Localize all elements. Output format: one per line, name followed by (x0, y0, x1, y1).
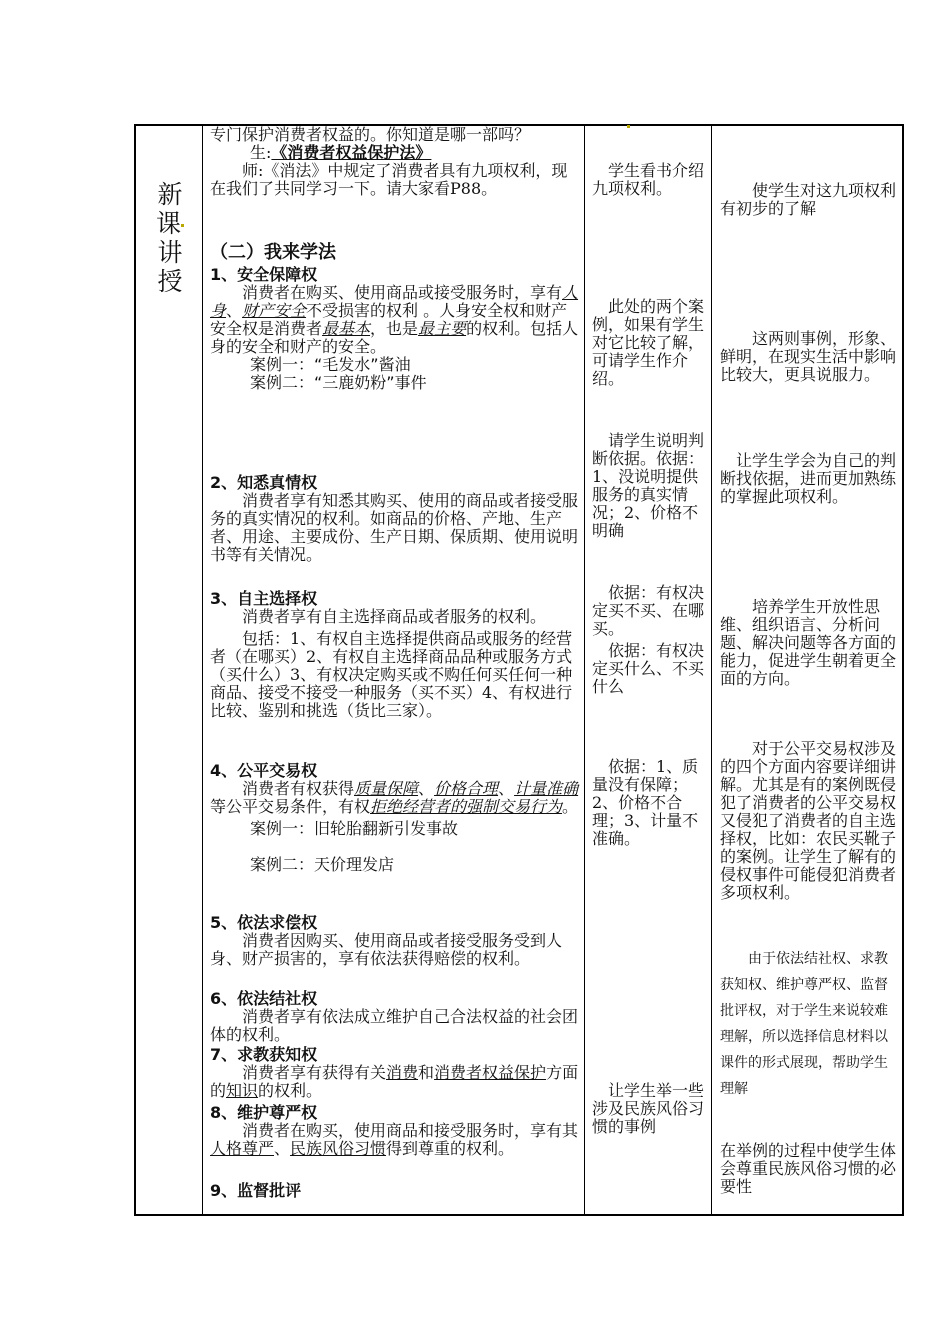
purpose-note: 在举例的过程中使学生体会尊重民族风俗习惯的必要性 (720, 1141, 897, 1196)
design-purpose (720, 126, 898, 1206)
stage-label (150, 180, 190, 296)
law-title: 《消费者权益保护法》 (271, 143, 432, 162)
right-title: 7、求教获知权 (210, 1045, 318, 1064)
right-title: 8、维护尊严权 (210, 1103, 318, 1122)
right-1 (210, 266, 582, 392)
right-body: 消费者享有获得有关消费和消费者权益保护方面的知识的权利。 (210, 1063, 579, 1100)
teacher-line: 师:《消法》中规定了消费者具有九项权利，现在我们了共同学习一下。请大家看P88。 (210, 161, 568, 198)
right-title: 5、依法求偿权 (210, 913, 318, 932)
column-divider (584, 124, 585, 1216)
right-5 (210, 914, 582, 968)
teaching-content (210, 126, 582, 1206)
right-body: 消费者在购买，使用商品和接受服务时，享有其人格尊严、民族风俗习惯得到尊重的权利。 (210, 1121, 579, 1158)
right-title: 3、自主选择权 (210, 589, 318, 608)
activity-note: 学生看书介绍九项权利。 (592, 161, 705, 198)
student-activity (592, 126, 704, 1206)
right-body: 消费者享有知悉其购买、使用的商品或者接受服务的真实情况的权利。如商品的价格、产地、生产者、用途、主要成份、生产日期、保质期、使用说明书等有关情况。 (210, 491, 579, 564)
purpose-note: 由于依法结社权、求教获知权、维护尊严权、监督批评权，对于学生来说较难理解，所以选择信息材料以课件的形式展现，帮助学生理解 (720, 951, 888, 1097)
stage-char: 新 (157, 180, 183, 209)
right-4 (210, 762, 582, 874)
right-title: 1、安全保障权 (210, 265, 318, 284)
activity-note: 让学生举一些涉及民族风俗习惯的事例 (592, 1081, 705, 1136)
purpose-note: 这两则事例，形象、鲜明，在现实生活中影响比较大，更具说服力。 (720, 329, 897, 384)
section-title: （二）我来学法 (210, 242, 336, 263)
case-1: 案例一：旧轮胎翻新引发事故 (250, 819, 459, 838)
purpose-note: 使学生对这九项权利有初步的了解 (720, 181, 897, 218)
activity-note: 依据：有权决定买不买、在哪买。 (592, 583, 705, 638)
student-answer: 生:《消费者权益保护法》 (250, 143, 432, 162)
right-3 (210, 590, 582, 720)
stage-char: 课 (150, 209, 190, 238)
stage-char: 讲 (157, 238, 183, 267)
purpose-note: 对于公平交易权涉及的四个方面内容要详细讲解。尤其是有的案例既侵犯了消费者的公平交易权又侵犯了消费者的自主选择权，比如：农民买靴子的案例。让学生了解有的侵权事件可能侵犯消费者多项权利。 (720, 739, 897, 902)
right-title: 4、公平交易权 (210, 761, 318, 780)
right-7 (210, 1046, 582, 1100)
purpose-note: 让学生学会为自己的判断找依据，进而更加熟练的掌握此项权利。 (720, 451, 897, 506)
column-divider (202, 124, 203, 1216)
right-title: 6、依法结社权 (210, 989, 318, 1008)
column-divider (711, 124, 712, 1216)
activity-note: 依据：有权决定买什么、不买什么 (592, 641, 705, 696)
case-2: 案例二：“三鹿奶粉”事件 (250, 373, 427, 392)
stage-char: 授 (157, 267, 183, 296)
activity-note: 请学生说明判断依据。依据：1、没说明提供服务的真实情况；2、价格不明确 (592, 431, 705, 540)
intro-block (210, 126, 582, 198)
activity-note: 此处的两个案例，如果有学生对它比较了解，可请学生作介绍。 (592, 297, 705, 388)
right-body: 消费者有权获得质量保障、价格合理、计量准确等公平交易条件，有权拒绝经营者的强制交易行为。 (210, 779, 579, 816)
right-2 (210, 474, 582, 564)
intro-question: 专门保护消费者权益的。你知道是哪一部吗？ (210, 125, 531, 144)
right-9 (210, 1182, 582, 1200)
case-1: 案例一：“毛发水”酱油 (250, 355, 411, 374)
purpose-note: 培养学生开放性思维、组织语言、分析问题、解决问题等各方面的能力，促进学生朝着更全面的方向。 (720, 597, 897, 688)
case-2: 案例二：天价理发店 (250, 855, 395, 874)
right-body: 消费者在购买、使用商品或接受服务时，享有人身、财产安全不受损害的权利 。人身安全权和财产安全权是消费者最基本，也是最主要的权利。包括人身的安全和财产的安全。 (210, 283, 579, 356)
right-8 (210, 1104, 582, 1158)
right-title: 9、监督批评 (210, 1181, 302, 1200)
activity-note: 依据：1、质量没有保障；2、价格不合理；3、计量不准确。 (592, 757, 699, 848)
right-body: 消费者因购买、使用商品或者接受服务受到人身、财产损害的，享有依法获得赔偿的权利。 (210, 931, 563, 968)
right-body: 消费者享有依法成立维护自己合法权益的社会团体的权利。 (210, 1007, 579, 1044)
right-detail: 包括：1、有权自主选择提供商品或服务的经营者（在哪买）2、有权自主选择商品品种或服务方式（买什么）3、有权决定购买或不购任何买任何一种商品、接受不接受一种服务（买不买）4、有权进行比较、鉴别和挑选（货比三家）。 (210, 629, 573, 720)
right-body: 消费者享有自主选择商品或者服务的权利。 (242, 607, 547, 626)
right-6 (210, 990, 582, 1044)
right-title: 2、知悉真情权 (210, 473, 318, 492)
